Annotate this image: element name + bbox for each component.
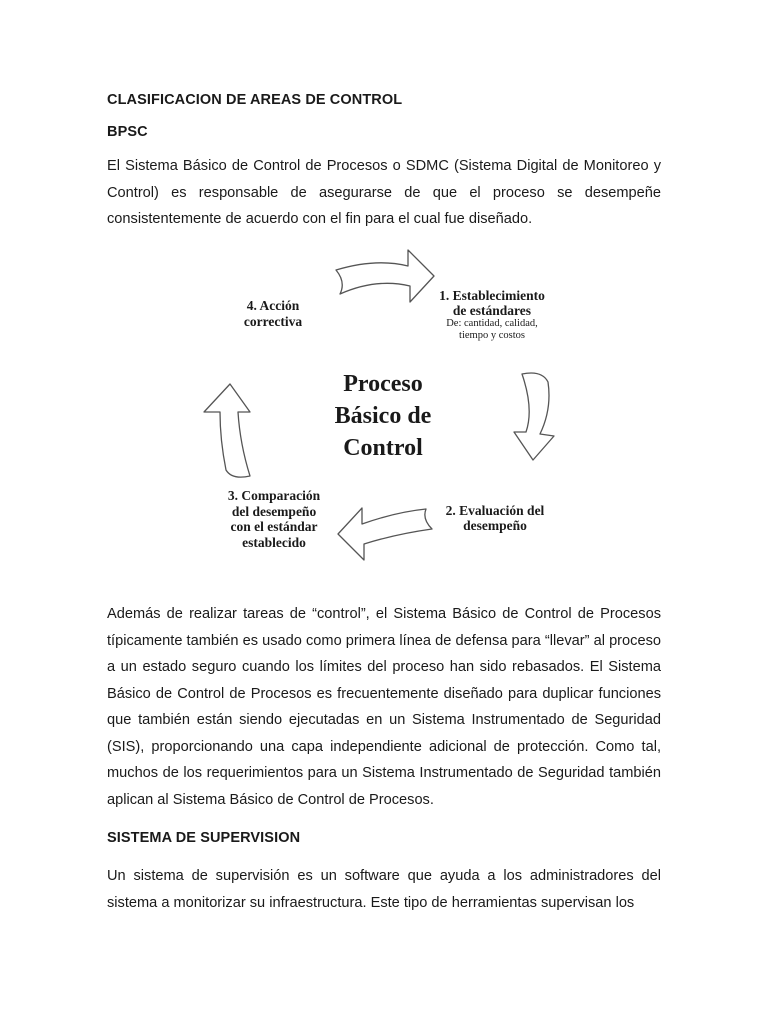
step-3-line-1: 3. Comparación bbox=[227, 488, 321, 503]
arrow-right-down bbox=[514, 373, 554, 460]
step-1-line-2: de estándares bbox=[452, 303, 532, 318]
step-2-label bbox=[430, 503, 560, 533]
step-3-line-2: del desempeño bbox=[231, 503, 317, 519]
paragraph-bpsc-intro: El Sistema Básico de Control de Procesos o SDMC (Sistema Digital de Monitoreo y Control) es responsable de asegurarse de que el proceso se desempeñe consistentemente de acuerdo con el fin para el cual fue diseñado. bbox=[107, 158, 661, 227]
section-title-bpsc: BPSC bbox=[107, 124, 148, 140]
step-4-label bbox=[220, 298, 326, 329]
step-2-line-1: 2. Evaluación del bbox=[445, 503, 545, 518]
paragraph-bpsc-detail: Además de realizar tareas de “control”, el Sistema Básico de Control de Procesos típicamente también es usado como primera línea de defensa para “llevar” al proceso a un estado seguro cuando los límites del proceso han sido rebasados. El Sistema Básico de Control de Procesos es frecuentemente diseñado para duplicar funciones que también están siendo ejecutadas en un Sistema Instrumentado de Seguridad (SIS), proporcionando una capa independiente adicional de protección. Como tal, muchos de los requerimientos para un Sistema Instrumentado de Seguridad también aplican al Sistema Básico de Control de Procesos. bbox=[107, 606, 661, 808]
section-title-clasificacion: CLASIFICACION DE AREAS DE CONTROL bbox=[107, 92, 403, 108]
step-1-sub-2: tiempo y costos bbox=[459, 330, 525, 341]
step-1-line-1: 1. Establecimiento bbox=[439, 288, 545, 303]
step-4-line-2: correctiva bbox=[243, 313, 303, 329]
center-line-2: Básico de bbox=[334, 403, 432, 429]
step-2-line-2: desempeño bbox=[463, 518, 527, 533]
section-title-supervision: SISTEMA DE SUPERVISION bbox=[107, 830, 301, 846]
step-3-line-3: con el estándar bbox=[230, 519, 318, 534]
step-3-label bbox=[210, 488, 338, 550]
step-3-line-4: establecido bbox=[242, 534, 306, 550]
arrow-bottom-left bbox=[338, 508, 432, 560]
paragraph-supervision: Un sistema de supervisión es un software que ayuda a los administradores del sistema a monitorizar su infraestructura. Este tipo de herramientas supervisan los bbox=[107, 868, 661, 911]
arrow-top-right bbox=[336, 250, 434, 302]
center-line-3: Control bbox=[343, 435, 423, 461]
center-line-1: Proceso bbox=[343, 371, 423, 397]
step-1-sub-1: De: cantidad, calidad, bbox=[446, 318, 538, 329]
step-4-line-1: 4. Acción bbox=[246, 298, 300, 313]
step-1-label bbox=[422, 288, 562, 342]
control-cycle-diagram bbox=[196, 244, 576, 589]
diagram-center-title bbox=[308, 368, 458, 464]
arrow-left-up bbox=[204, 384, 250, 477]
